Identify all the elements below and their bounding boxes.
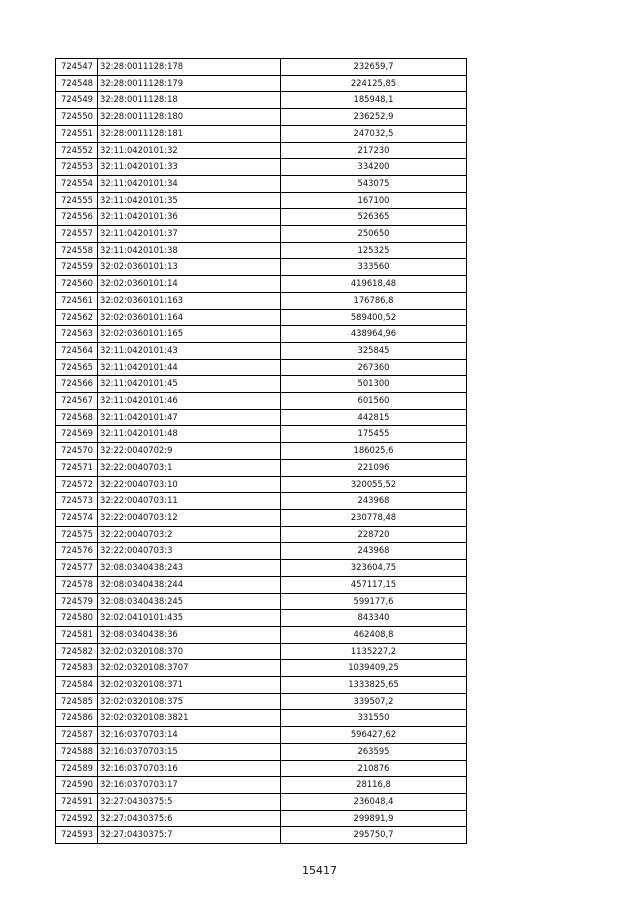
- row-id-cell: 724581: [56, 626, 98, 643]
- value-cell: 230778,48: [281, 509, 467, 526]
- value-cell: 1039409,25: [281, 660, 467, 677]
- cadastral-number-cell: 32:22:0040702:9: [98, 443, 281, 460]
- cadastral-number-cell: 32:02:0360101:165: [98, 326, 281, 343]
- table-row: [56, 476, 467, 493]
- value-cell: 599177,6: [281, 593, 467, 610]
- value-cell: 501300: [281, 376, 467, 393]
- row-id-cell: 724569: [56, 426, 98, 443]
- table-row: [56, 59, 467, 76]
- row-id-cell: 724558: [56, 242, 98, 259]
- cadastral-number-cell: 32:22:0040703:1: [98, 459, 281, 476]
- row-id-cell: 724577: [56, 560, 98, 577]
- cadastral-number-cell: 32:11:0420101:32: [98, 142, 281, 159]
- page-number: 15417: [302, 864, 337, 877]
- value-cell: 243968: [281, 493, 467, 510]
- table-row: [56, 292, 467, 309]
- cadastral-number-cell: 32:22:0040703:2: [98, 526, 281, 543]
- cadastral-number-cell: 32:02:0360101:163: [98, 292, 281, 309]
- value-cell: 462408,8: [281, 626, 467, 643]
- row-id-cell: 724551: [56, 125, 98, 142]
- table-row: [56, 827, 467, 844]
- cadastral-number-cell: 32:02:0320108:371: [98, 677, 281, 694]
- table-row: [56, 560, 467, 577]
- value-cell: 236048,4: [281, 793, 467, 810]
- value-cell: 596427,62: [281, 727, 467, 744]
- table-row: [56, 677, 467, 694]
- table-row: [56, 309, 467, 326]
- value-cell: 176786,8: [281, 292, 467, 309]
- row-id-cell: 724579: [56, 593, 98, 610]
- row-id-cell: 724549: [56, 92, 98, 109]
- table-row: [56, 743, 467, 760]
- table-row: [56, 493, 467, 510]
- row-id-cell: 724586: [56, 710, 98, 727]
- row-id-cell: 724568: [56, 409, 98, 426]
- value-cell: 263595: [281, 743, 467, 760]
- value-cell: 331550: [281, 710, 467, 727]
- value-cell: 1135227,2: [281, 643, 467, 660]
- table-row: [56, 543, 467, 560]
- row-id-cell: 724548: [56, 75, 98, 92]
- cadastral-number-cell: 32:02:0360101:164: [98, 309, 281, 326]
- value-cell: 325845: [281, 342, 467, 359]
- table-row: [56, 409, 467, 426]
- table-row: [56, 610, 467, 627]
- table-row: [56, 159, 467, 176]
- table-row: [56, 376, 467, 393]
- cadastral-number-cell: 32:11:0420101:37: [98, 226, 281, 243]
- value-cell: 295750,7: [281, 827, 467, 844]
- cadastral-number-cell: 32:02:0320108:375: [98, 693, 281, 710]
- cadastral-number-cell: 32:11:0420101:48: [98, 426, 281, 443]
- cadastral-number-cell: 32:08:0340438:36: [98, 626, 281, 643]
- row-id-cell: 724574: [56, 509, 98, 526]
- table-row: [56, 92, 467, 109]
- row-id-cell: 724570: [56, 443, 98, 460]
- row-id-cell: 724571: [56, 459, 98, 476]
- table-row: [56, 175, 467, 192]
- cadastral-number-cell: 32:27:0430375:6: [98, 810, 281, 827]
- cadastral-number-cell: 32:27:0430375:5: [98, 793, 281, 810]
- table-row: [56, 259, 467, 276]
- table-row: [56, 142, 467, 159]
- table-row: [56, 326, 467, 343]
- value-cell: 210876: [281, 760, 467, 777]
- cadastral-number-cell: 32:08:0340438:243: [98, 560, 281, 577]
- table-row: [56, 342, 467, 359]
- value-cell: 1333825,65: [281, 677, 467, 694]
- cadastral-number-cell: 32:27:0430375:7: [98, 827, 281, 844]
- row-id-cell: 724562: [56, 309, 98, 326]
- value-cell: 175455: [281, 426, 467, 443]
- value-cell: 221096: [281, 459, 467, 476]
- table-row: [56, 693, 467, 710]
- table-row: [56, 793, 467, 810]
- row-id-cell: 724576: [56, 543, 98, 560]
- table-row: [56, 710, 467, 727]
- row-id-cell: 724565: [56, 359, 98, 376]
- table-row: [56, 643, 467, 660]
- table-row: [56, 660, 467, 677]
- row-id-cell: 724555: [56, 192, 98, 209]
- value-cell: 457117,15: [281, 576, 467, 593]
- row-id-cell: 724566: [56, 376, 98, 393]
- row-id-cell: 724578: [56, 576, 98, 593]
- row-id-cell: 724573: [56, 493, 98, 510]
- value-cell: 334200: [281, 159, 467, 176]
- row-id-cell: 724575: [56, 526, 98, 543]
- row-id-cell: 724560: [56, 276, 98, 293]
- cadastral-number-cell: 32:02:0320108:370: [98, 643, 281, 660]
- table-row: [56, 192, 467, 209]
- table-row: [56, 109, 467, 126]
- table-row: [56, 526, 467, 543]
- cadastral-number-cell: 32:11:0420101:33: [98, 159, 281, 176]
- cadastral-number-cell: 32:11:0420101:34: [98, 175, 281, 192]
- table-row: [56, 777, 467, 794]
- row-id-cell: 724580: [56, 610, 98, 627]
- value-cell: 323604,75: [281, 560, 467, 577]
- row-id-cell: 724583: [56, 660, 98, 677]
- table-row: [56, 242, 467, 259]
- table-row: [56, 509, 467, 526]
- row-id-cell: 724563: [56, 326, 98, 343]
- document-table-wrapper: [55, 58, 467, 844]
- cadastral-number-cell: 32:02:0360101:13: [98, 259, 281, 276]
- cadastral-number-cell: 32:02:0410101:435: [98, 610, 281, 627]
- table-row: [56, 576, 467, 593]
- value-cell: 339507,2: [281, 693, 467, 710]
- row-id-cell: 724584: [56, 677, 98, 694]
- cadastral-number-cell: 32:22:0040703:12: [98, 509, 281, 526]
- cadastral-number-cell: 32:11:0420101:45: [98, 376, 281, 393]
- value-cell: 250650: [281, 226, 467, 243]
- cadastral-number-cell: 32:11:0420101:47: [98, 409, 281, 426]
- cadastral-number-cell: 32:11:0420101:36: [98, 209, 281, 226]
- value-cell: 442815: [281, 409, 467, 426]
- row-id-cell: 724552: [56, 142, 98, 159]
- cadastral-number-cell: 32:28:0011128:181: [98, 125, 281, 142]
- table-row: [56, 760, 467, 777]
- value-cell: 185948,1: [281, 92, 467, 109]
- row-id-cell: 724554: [56, 175, 98, 192]
- cadastral-number-cell: 32:11:0420101:35: [98, 192, 281, 209]
- row-id-cell: 724559: [56, 259, 98, 276]
- row-id-cell: 724582: [56, 643, 98, 660]
- value-cell: 589400,52: [281, 309, 467, 326]
- cadastral-number-cell: 32:11:0420101:38: [98, 242, 281, 259]
- row-id-cell: 724556: [56, 209, 98, 226]
- table-row: [56, 727, 467, 744]
- table-row: [56, 226, 467, 243]
- value-cell: 843340: [281, 610, 467, 627]
- cadastral-number-cell: 32:08:0340438:245: [98, 593, 281, 610]
- row-id-cell: 724561: [56, 292, 98, 309]
- cadastral-number-cell: 32:16:0370703:15: [98, 743, 281, 760]
- row-id-cell: 724557: [56, 226, 98, 243]
- value-cell: 224125,85: [281, 75, 467, 92]
- cadastral-number-cell: 32:28:0011128:178: [98, 59, 281, 76]
- table-row: [56, 393, 467, 410]
- table-row: [56, 276, 467, 293]
- cadastral-number-cell: 32:02:0320108:3821: [98, 710, 281, 727]
- table-row: [56, 426, 467, 443]
- table-row: [56, 75, 467, 92]
- table-body: [56, 59, 467, 844]
- value-cell: 543075: [281, 175, 467, 192]
- cadastral-number-cell: 32:11:0420101:46: [98, 393, 281, 410]
- value-cell: 526365: [281, 209, 467, 226]
- row-id-cell: 724567: [56, 393, 98, 410]
- table-row: [56, 810, 467, 827]
- cadastral-value-table: [55, 58, 467, 844]
- value-cell: 267360: [281, 359, 467, 376]
- value-cell: 601560: [281, 393, 467, 410]
- row-id-cell: 724591: [56, 793, 98, 810]
- value-cell: 217230: [281, 142, 467, 159]
- value-cell: 125325: [281, 242, 467, 259]
- cadastral-number-cell: 32:28:0011128:180: [98, 109, 281, 126]
- row-id-cell: 724590: [56, 777, 98, 794]
- row-id-cell: 724550: [56, 109, 98, 126]
- cadastral-number-cell: 32:28:0011128:179: [98, 75, 281, 92]
- table-row: [56, 125, 467, 142]
- value-cell: 186025,6: [281, 443, 467, 460]
- table-row: [56, 443, 467, 460]
- cadastral-number-cell: 32:16:0370703:16: [98, 760, 281, 777]
- row-id-cell: 724587: [56, 727, 98, 744]
- value-cell: 228720: [281, 526, 467, 543]
- cadastral-number-cell: 32:08:0340438:244: [98, 576, 281, 593]
- row-id-cell: 724564: [56, 342, 98, 359]
- value-cell: 320055,52: [281, 476, 467, 493]
- cadastral-number-cell: 32:02:0320108:3707: [98, 660, 281, 677]
- cadastral-number-cell: 32:02:0360101:14: [98, 276, 281, 293]
- row-id-cell: 724592: [56, 810, 98, 827]
- row-id-cell: 724547: [56, 59, 98, 76]
- row-id-cell: 724553: [56, 159, 98, 176]
- cadastral-number-cell: 32:22:0040703:11: [98, 493, 281, 510]
- table-row: [56, 593, 467, 610]
- cadastral-number-cell: 32:22:0040703:10: [98, 476, 281, 493]
- value-cell: 243968: [281, 543, 467, 560]
- value-cell: 419618,48: [281, 276, 467, 293]
- table-row: [56, 209, 467, 226]
- cadastral-number-cell: 32:11:0420101:43: [98, 342, 281, 359]
- cadastral-number-cell: 32:16:0370703:14: [98, 727, 281, 744]
- row-id-cell: 724572: [56, 476, 98, 493]
- value-cell: 333560: [281, 259, 467, 276]
- row-id-cell: 724589: [56, 760, 98, 777]
- value-cell: 232659,7: [281, 59, 467, 76]
- value-cell: 28116,8: [281, 777, 467, 794]
- row-id-cell: 724585: [56, 693, 98, 710]
- value-cell: 438964,96: [281, 326, 467, 343]
- table-row: [56, 359, 467, 376]
- cadastral-number-cell: 32:11:0420101:44: [98, 359, 281, 376]
- value-cell: 167100: [281, 192, 467, 209]
- value-cell: 299891,9: [281, 810, 467, 827]
- table-row: [56, 459, 467, 476]
- cadastral-number-cell: 32:28:0011128:18: [98, 92, 281, 109]
- row-id-cell: 724588: [56, 743, 98, 760]
- row-id-cell: 724593: [56, 827, 98, 844]
- cadastral-number-cell: 32:22:0040703:3: [98, 543, 281, 560]
- value-cell: 236252,9: [281, 109, 467, 126]
- table-row: [56, 626, 467, 643]
- value-cell: 247032,5: [281, 125, 467, 142]
- cadastral-number-cell: 32:16:0370703:17: [98, 777, 281, 794]
